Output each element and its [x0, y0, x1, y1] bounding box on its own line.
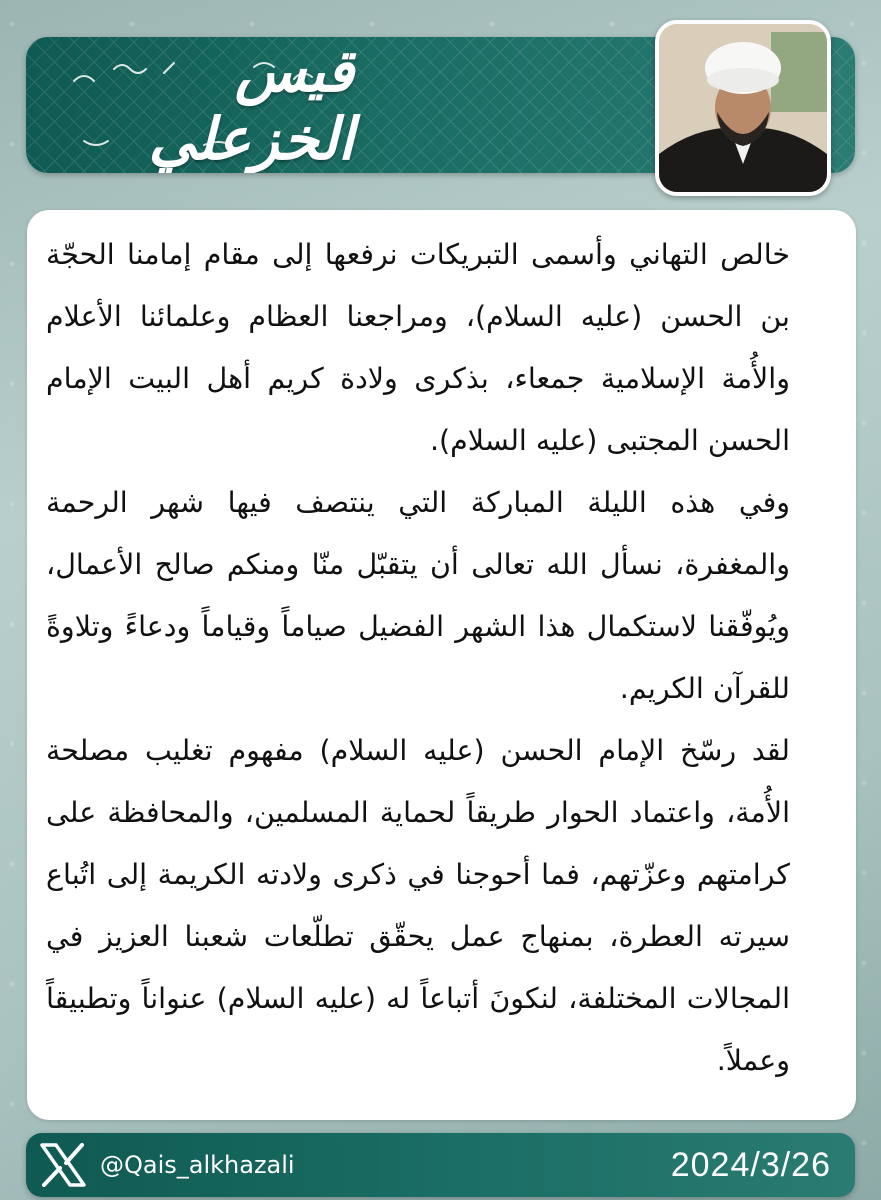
post-body	[46, 224, 790, 1092]
post-date: 2024/3/26	[670, 1146, 831, 1184]
portrait-icon	[659, 24, 827, 192]
account-handle[interactable]: @Qais_alkhazali	[100, 1151, 295, 1179]
paragraph-1: خالص التهاني وأسمى التبريكات نرفعها إلى مقام إمامنا الحجّة بن الحسن (عليه السلام)، ومراجعنا العظام وعلمائنا الأعلام والأُمة الإسلامية جمعاء، بذكرى ولادة كريم أهل البيت الإمام الحسن المجتبى (عليه السلام).	[46, 238, 790, 457]
calligraphy-name: قيس الخزعلي	[148, 37, 354, 173]
paragraph-2: وفي هذه الليلة المباركة التي ينتصف فيها شهر الرحمة والمغفرة، نسأل الله تعالى أن يتقبّل منّا ومنكم صالح الأعمال، ويُوفّقنا لاستكمال هذا الشهر الفضيل صياماً وقياماً ودعاءً وتلاوةً للقرآن الكريم.	[46, 486, 790, 705]
calligraphy-logo	[54, 37, 354, 173]
footer-bar	[26, 1133, 855, 1197]
avatar	[655, 20, 831, 196]
x-logo-icon[interactable]	[38, 1141, 88, 1189]
paragraph-3: لقد رسّخ الإمام الحسن (عليه السلام) مفهوم تغليب مصلحة الأُمة، واعتماد الحوار طريقاً لحماية المسلمين، والمحافظة على كرامتهم وعزّتهم، فما أحوجنا في ذكرى ولادته الكريمة إلى اتُباع سيرته العطرة، بمنهاج عمل يحقّق تطلّعات شعبنا العزيز في المجالات المختلفة، لنكونَ أتباعاً له (عليه السلام) عنواناً وتطبيقاً وعملاً.	[46, 734, 790, 1077]
